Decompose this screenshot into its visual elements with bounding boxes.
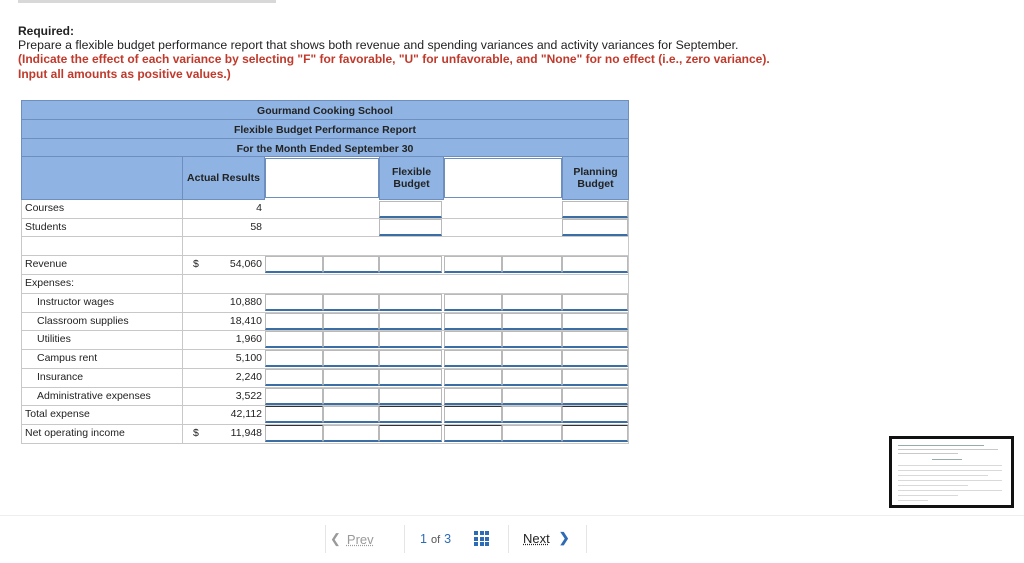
prev-label: Prev [346,531,374,547]
performance-report-table [21,100,629,444]
actual-revenue: 54,060 [229,258,262,270]
variance-header-input-1[interactable] [265,158,379,198]
actual-instructor-wages: 10,880 [229,296,262,308]
pagination-bar [0,515,1024,563]
prev-button[interactable] [330,525,392,553]
variance-header-input-2[interactable] [444,158,562,198]
required-heading: Required: [18,24,75,38]
admin-variance-1[interactable] [265,388,323,405]
planning-total-input[interactable] [562,406,628,423]
row-label-students: Students [25,221,67,233]
revenue-currency: $ [193,258,199,270]
rent-variance-effect-2[interactable] [502,350,562,367]
row-label-total-expense: Total expense [25,408,90,420]
total-variance-2[interactable] [444,406,502,423]
row-label-insurance: Insurance [37,371,84,383]
planning-admin-input[interactable] [562,388,628,405]
flexible-courses-input[interactable] [379,201,442,218]
revenue-variance-1[interactable] [265,256,323,273]
planning-courses-input[interactable] [562,201,628,218]
actual-courses: 4 [256,202,262,214]
label-column-header [21,156,183,200]
actual-admin-expenses: 3,522 [235,390,262,402]
actual-insurance: 2,240 [235,371,262,383]
page-thumbnail[interactable] [889,436,1014,508]
flexible-admin-input[interactable] [379,388,442,405]
required-note: (Indicate the effect of each variance by selecting "F" for favorable, "U" for unfavorable, and "None" for no effect (i.e., zero variance). Input all amounts as positive values.) [18,52,770,81]
supplies-variance-1[interactable] [265,313,323,330]
flexible-wages-input[interactable] [379,294,442,311]
actual-campus-rent: 5,100 [235,352,262,364]
supplies-variance-effect-1[interactable] [323,313,379,330]
utilities-variance-1[interactable] [265,331,323,348]
flexible-supplies-input[interactable] [379,313,442,330]
rent-variance-effect-1[interactable] [323,350,379,367]
actual-utilities: 1,960 [235,333,262,345]
supplies-variance-2[interactable] [444,313,502,330]
utilities-variance-2[interactable] [444,331,502,348]
grid-icon[interactable] [474,531,489,546]
current-page: 1 [420,532,427,546]
row-label-revenue: Revenue [25,258,68,270]
flexible-budget-header: Flexible Budget [379,156,444,200]
planning-revenue-input[interactable] [562,256,628,273]
row-label-admin-expenses: Administrative expenses [37,390,151,402]
flexible-utilities-input[interactable] [379,331,442,348]
actual-classroom-supplies: 18,410 [229,315,262,327]
net-variance-2[interactable] [444,425,502,442]
actual-total-expense: 42,112 [230,408,262,420]
flexible-insurance-input[interactable] [379,369,442,386]
wages-variance-effect-2[interactable] [502,294,562,311]
planning-insurance-input[interactable] [562,369,628,386]
total-variance-1[interactable] [265,406,323,423]
actual-net-income: 11,948 [230,427,262,439]
page-of: of [430,534,441,546]
rent-variance-2[interactable] [444,350,502,367]
row-label-expenses: Expenses: [25,277,75,289]
chevron-right-icon: ❯ [558,530,570,545]
row-label-utilities: Utilities [37,333,71,345]
report-company: Gourmand Cooking School [257,105,393,117]
planning-utilities-input[interactable] [562,331,628,348]
chevron-left-icon: ❮ [330,531,341,546]
flexible-students-input[interactable] [379,219,442,236]
supplies-variance-effect-2[interactable] [502,313,562,330]
row-label-classroom-supplies: Classroom supplies [37,315,129,327]
wages-variance-1[interactable] [265,294,323,311]
row-label-campus-rent: Campus rent [37,352,98,364]
admin-variance-effect-2[interactable] [502,388,562,405]
total-variance-effect-1[interactable] [323,406,379,423]
wages-variance-effect-1[interactable] [323,294,379,311]
net-variance-1[interactable] [265,425,323,442]
top-progress-bar [18,0,276,3]
planning-rent-input[interactable] [562,350,628,367]
report-period: For the Month Ended September 30 [236,143,414,155]
revenue-variance-2[interactable] [444,256,502,273]
planning-students-input[interactable] [562,219,628,236]
insurance-variance-1[interactable] [265,369,323,386]
page-indicator [420,532,451,546]
planning-net-input[interactable] [562,425,628,442]
insurance-variance-effect-1[interactable] [323,369,379,386]
wages-variance-2[interactable] [444,294,502,311]
flexible-net-input[interactable] [379,425,442,442]
rent-variance-1[interactable] [265,350,323,367]
planning-wages-input[interactable] [562,294,628,311]
insurance-variance-2[interactable] [444,369,502,386]
flexible-revenue-input[interactable] [379,256,442,273]
revenue-variance-effect-2[interactable] [502,256,562,273]
next-label: Next [523,530,550,546]
insurance-variance-effect-2[interactable] [502,369,562,386]
row-label-net-income: Net operating income [25,427,125,439]
total-variance-effect-2[interactable] [502,406,562,423]
report-title: Flexible Budget Performance Report [233,124,417,136]
row-label-instructor-wages: Instructor wages [37,296,115,308]
next-button[interactable] [523,530,570,546]
utilities-variance-effect-1[interactable] [323,331,379,348]
planning-supplies-input[interactable] [562,313,628,330]
admin-variance-effect-1[interactable] [323,388,379,405]
total-pages: 3 [444,532,452,546]
row-label-courses: Courses [25,202,65,214]
actual-students: 58 [250,221,262,233]
utilities-variance-effect-2[interactable] [502,331,562,348]
net-income-currency: $ [193,427,199,439]
admin-variance-2[interactable] [444,388,502,405]
net-variance-effect-1[interactable] [323,425,379,442]
flexible-total-input[interactable] [379,406,442,423]
planning-budget-header: Planning Budget [562,156,629,200]
net-variance-effect-2[interactable] [502,425,562,442]
actual-results-header: Actual Results [182,156,265,200]
flexible-rent-input[interactable] [379,350,442,367]
revenue-variance-effect-1[interactable] [323,256,379,273]
required-text: Prepare a flexible budget performance report that shows both revenue and spending variances and activity variances for September. [18,38,739,52]
